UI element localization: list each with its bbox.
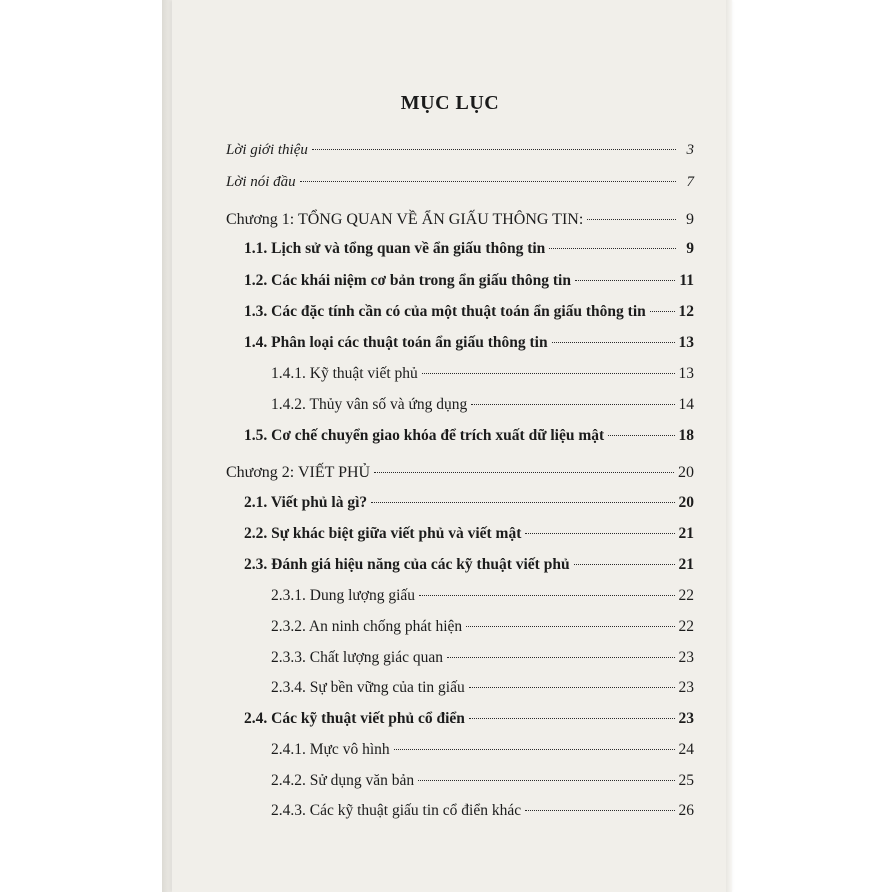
toc-subsection: 2.3.2. An ninh chống phát hiện 22: [271, 618, 694, 635]
toc-section: 1.3. Các đặc tính cần có của một thuật toán ẩn giấu thông tin 12: [244, 303, 694, 320]
toc-section: 2.1. Viết phủ là gì? 20: [244, 494, 694, 511]
toc-section: 2.3. Đánh giá hiệu năng của các kỹ thuật viết phủ 21: [244, 556, 694, 573]
toc-entry: Lời giới thiệu 3: [226, 142, 694, 158]
toc-subsection: 2.3.1. Dung lượng giấu 22: [271, 587, 694, 604]
page-title: MỤC LỤC: [400, 92, 500, 114]
toc-subsection: 2.3.4. Sự bền vững của tin giấu 23: [271, 679, 694, 696]
toc-section: 1.2. Các khái niệm cơ bản trong ẩn giấu thông tin 11: [244, 272, 694, 289]
toc-section: 2.4. Các kỹ thuật viết phủ cổ điển 23: [244, 710, 694, 727]
toc-entry: Lời nói đầu 7: [226, 174, 694, 190]
toc-subsection: 2.4.2. Sử dụng văn bản 25: [271, 772, 694, 789]
toc-section: 1.4. Phân loại các thuật toán ẩn giấu thông tin 13: [244, 334, 694, 351]
toc-subsection: 2.4.3. Các kỹ thuật giấu tin cổ điển khác 26: [271, 802, 694, 819]
toc-subsection: 2.4.1. Mực vô hình 24: [271, 741, 694, 758]
toc-section: 2.2. Sự khác biệt giữa viết phủ và viết mật 21: [244, 525, 694, 542]
toc-section: 1.5. Cơ chế chuyển giao khóa để trích xuất dữ liệu mật 18: [244, 427, 694, 444]
toc-subsection: 2.3.3. Chất lượng giác quan 23: [271, 649, 694, 666]
toc-section: 1.1. Lịch sử và tổng quan về ẩn giấu thông tin 9: [244, 240, 694, 257]
toc-subsection: 1.4.2. Thủy vân số và ứng dụng 14: [271, 396, 694, 413]
toc-subsection: 1.4.1. Kỹ thuật viết phủ 13: [271, 365, 694, 382]
toc-chapter: Chương 1: TỔNG QUAN VỀ ẨN GIẤU THÔNG TIN: 9: [226, 211, 694, 228]
toc-chapter: Chương 2: VIẾT PHỦ 20: [226, 464, 694, 481]
